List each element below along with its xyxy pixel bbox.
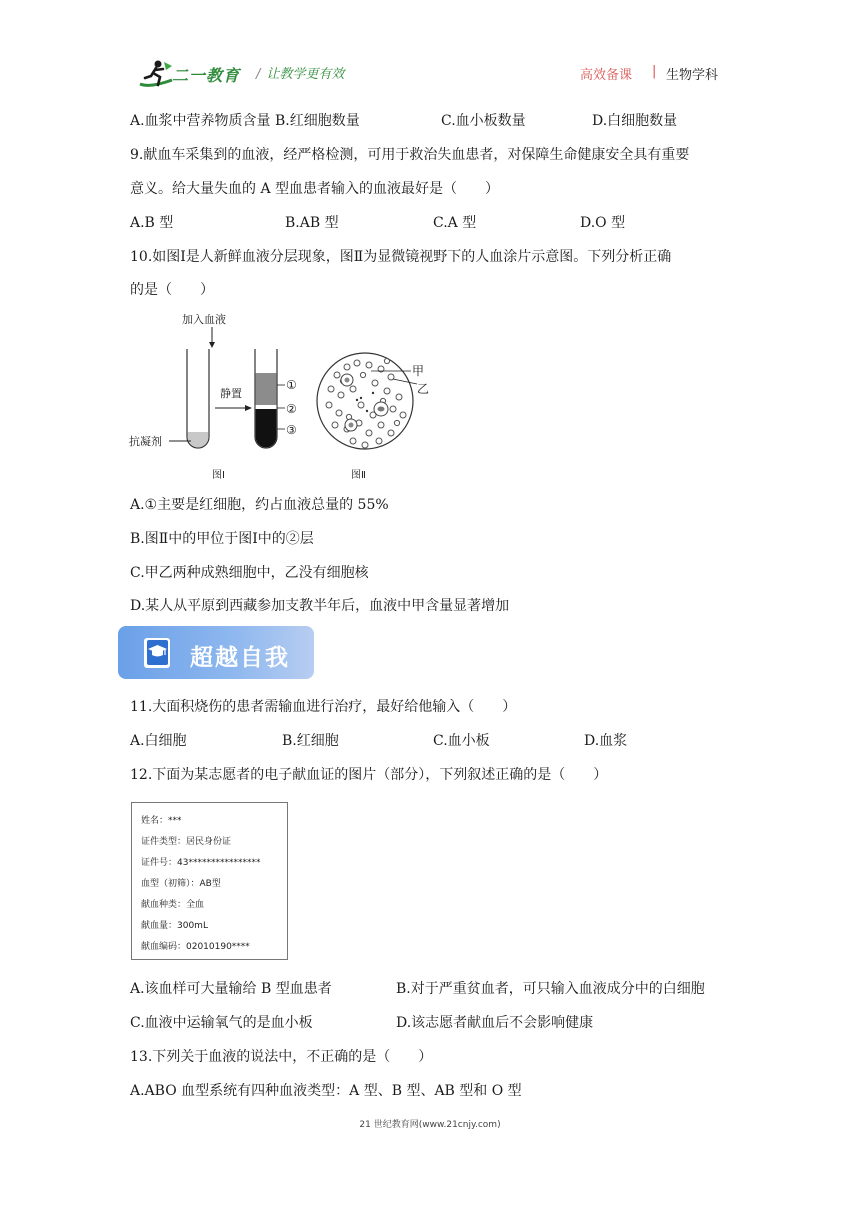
q12-option-d: D.该志愿者献血后不会影响健康 (396, 1015, 594, 1031)
blood-figure (125, 305, 445, 485)
running-person-icon (136, 58, 176, 90)
slogan-slash: / (256, 67, 261, 82)
q11-option-c: C.血小板 (433, 733, 490, 749)
q9-option-c: C.A 型 (433, 215, 477, 231)
card-blood-type: 血型（初筛）：AB型 (141, 879, 221, 889)
q10-option-b: B.图Ⅱ中的甲位于图Ⅰ中的②层 (130, 531, 314, 547)
add-blood-label: 加入血液 (182, 313, 226, 326)
card-donation-kind: 献血种类：全血 (141, 900, 205, 910)
card-donation-volume: 献血量：300mL (141, 921, 208, 931)
q9-stem-line1: 9.献血车采集到的血液，经严格检测，可用于救治失血患者，对保障生命健康安全具有重要 (130, 147, 690, 163)
q10-option-a: A.①主要是红细胞，约占血液总量的 55% (130, 497, 389, 513)
q12-stem: 12.下面为某志愿者的电子献血证的图片（部分），下列叙述正确的是（ ） (130, 767, 608, 783)
header-separator: | (652, 64, 657, 79)
label-yi: 乙 (417, 382, 430, 396)
blood-donation-card (131, 802, 288, 960)
q8-option-d: D.白细胞数量 (592, 113, 678, 129)
card-donation-code: 献血编码：02010190**** (141, 942, 250, 952)
q11-option-a: A.白细胞 (130, 733, 187, 749)
anticoagulant-label: 抗凝剂 (129, 435, 162, 448)
card-name: 姓名：*** (141, 816, 182, 826)
q10-stem-line1: 10.如图Ⅰ是人新鲜血液分层现象，图Ⅱ为显微镜视野下的人血涂片示意图。下列分析正确 (130, 249, 672, 265)
q8-option-c: C.血小板数量 (441, 113, 526, 129)
q11-stem: 11.大面积烧伤的患者需输血进行治疗，最好给他输入（ ） (130, 699, 517, 715)
q9-option-b: B.AB 型 (285, 215, 339, 231)
q11-option-b: B.红细胞 (282, 733, 339, 749)
card-id-number: 证件号：43**************** (141, 858, 261, 868)
q9-option-a: A.B 型 (130, 215, 174, 231)
slogan-text: 让教学更有效 (266, 67, 345, 82)
layer-2-label: ② (286, 402, 297, 416)
q11-option-d: D.血浆 (584, 733, 628, 749)
q12-option-c: C.血液中运输氧气的是血小板 (130, 1015, 313, 1031)
q10-stem-line2: 的是（ ） (130, 282, 214, 298)
test-tube-layered (255, 349, 277, 448)
slogan (256, 63, 344, 82)
q13-stem: 13.下列关于血液的说法中，不正确的是（ ） (130, 1049, 433, 1065)
q9-option-d: D.O 型 (580, 215, 626, 231)
book-graduation-icon (140, 635, 176, 671)
microscope-field (317, 353, 413, 449)
card-id-type: 证件类型：居民身份证 (141, 837, 232, 847)
q12-option-a: A.该血样可大量输给 B 型血患者 (130, 981, 332, 997)
q9-stem-line2: 意义。给大量失血的 A 型血患者输入的血液最好是（ ） (130, 181, 500, 197)
q8-option-ab: A.血浆中营养物质含量 B.红细胞数量 (130, 113, 360, 129)
q10-option-c: C.甲乙两种成熟细胞中，乙没有细胞核 (130, 565, 369, 581)
q12-option-b: B.对于严重贫血者，可只输入血液成分中的白细胞 (396, 981, 705, 997)
label-jia: 甲 (412, 364, 425, 378)
header-tag-prep: 高效备课 (580, 68, 633, 83)
settle-label: 静置 (220, 387, 242, 400)
layer-1-label: ① (286, 378, 297, 392)
layer-3-label: ③ (286, 423, 297, 437)
figure-2-caption: 图Ⅱ (351, 470, 366, 481)
q10-option-d: D.某人从平原到西藏参加支教半年后，血液中甲含量显著增加 (130, 598, 510, 614)
test-tube-before (187, 349, 209, 448)
q13-option-a: A.ABO 血型系统有四种血液类型：A 型、B 型、AB 型和 O 型 (130, 1083, 522, 1099)
header-subject: 生物学科 (666, 68, 719, 83)
figure-1-caption: 图Ⅰ (212, 470, 225, 481)
brand-name: 二一教育 (172, 66, 241, 85)
banner-title: 超越自我 (190, 645, 290, 671)
footer-source: 21 世纪教育网(www.21cnjy.com) (359, 1120, 501, 1130)
